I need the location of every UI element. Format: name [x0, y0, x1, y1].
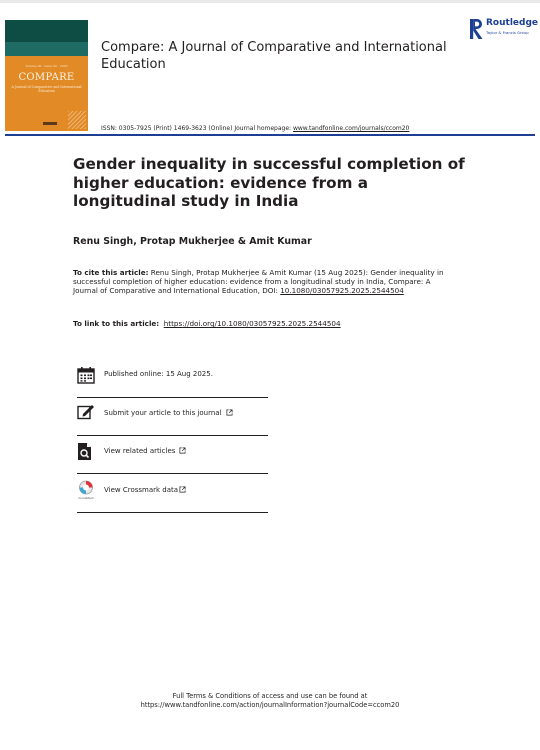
external-link-icon	[179, 447, 186, 454]
article-title: Gender inequality in successful completion of higher education: evidence from a longitudinal study in India	[73, 155, 465, 211]
terms-footer	[0, 692, 540, 710]
cover-subtitle: A Journal of Comparative and International Education	[11, 85, 82, 93]
cover-volume-line: Volume 00 · Issue 00 · 2025	[25, 64, 68, 68]
publisher-group: Taylor & Francis Group	[486, 30, 529, 35]
cover-title: COMPARE	[18, 72, 75, 83]
journal-homepage-link[interactable]: www.tandfonline.com/journals/ccom20	[292, 125, 410, 132]
citation-doi-link[interactable]: 10.1080/03057925.2025.2544504	[280, 286, 404, 295]
row-divider	[77, 435, 268, 436]
cover-band	[5, 20, 88, 42]
citation-block	[73, 268, 453, 295]
related-articles-link[interactable]: View related articles	[104, 447, 186, 455]
issn-line	[101, 125, 409, 132]
publisher-name: Routledge	[486, 18, 539, 28]
article-authors: Renu Singh, Protap Mukherjee & Amit Kumar	[73, 236, 312, 247]
submit-article-link[interactable]: Submit your article to this journal	[104, 409, 233, 417]
submit-article-row[interactable]	[77, 404, 268, 422]
row-divider	[77, 473, 268, 474]
row-divider	[77, 512, 268, 513]
routledge-logo-icon	[470, 19, 483, 39]
link-label: To link to this article:	[73, 319, 160, 328]
calendar-icon	[77, 366, 95, 384]
cover-band-secondary	[5, 42, 88, 56]
citation-label: To cite this article:	[73, 268, 149, 277]
issn-text: ISSN: 0305-7925 (Print) 1469-3623 (Online) Journal homepage:	[101, 125, 293, 132]
top-bar	[0, 0, 540, 3]
edit-icon	[77, 404, 95, 420]
article-link-line	[73, 319, 341, 328]
external-link-icon	[179, 486, 186, 493]
related-articles-row[interactable]	[77, 442, 268, 460]
article-doi-link[interactable]: https://doi.org/10.1080/03057925.2025.2544504	[163, 319, 341, 328]
published-online-row	[77, 366, 268, 384]
published-online-text: Published online: 15 Aug 2025.	[104, 370, 213, 378]
document-search-icon	[77, 443, 93, 460]
citation-text: Renu Singh, Protap Mukherjee & Amit Kumar (15 Aug 2025): Gender inequality in successful completion of higher education: evidence from a longitudinal study in India, Compare: A Journal of Comparative and International Education, DOI:	[73, 268, 444, 295]
terms-text: Full Terms & Conditions of access and use can be found at	[172, 692, 368, 700]
external-link-icon	[226, 409, 233, 416]
cover-pattern	[68, 111, 86, 129]
crossmark-link[interactable]: View Crossmark data	[104, 486, 186, 494]
row-divider	[77, 397, 268, 398]
crossmark-icon	[77, 480, 95, 500]
journal-cover-image	[5, 20, 88, 131]
crossmark-row[interactable]	[77, 480, 268, 500]
cover-publisher-logo	[43, 122, 57, 125]
svg-text:CrossMark: CrossMark	[78, 495, 94, 500]
header-divider	[5, 134, 535, 136]
journal-title: Compare: A Journal of Comparative and International Education	[101, 40, 447, 72]
terms-url-link[interactable]: https://www.tandfonline.com/action/journalInformation?journalCode=ccom20	[140, 701, 400, 709]
